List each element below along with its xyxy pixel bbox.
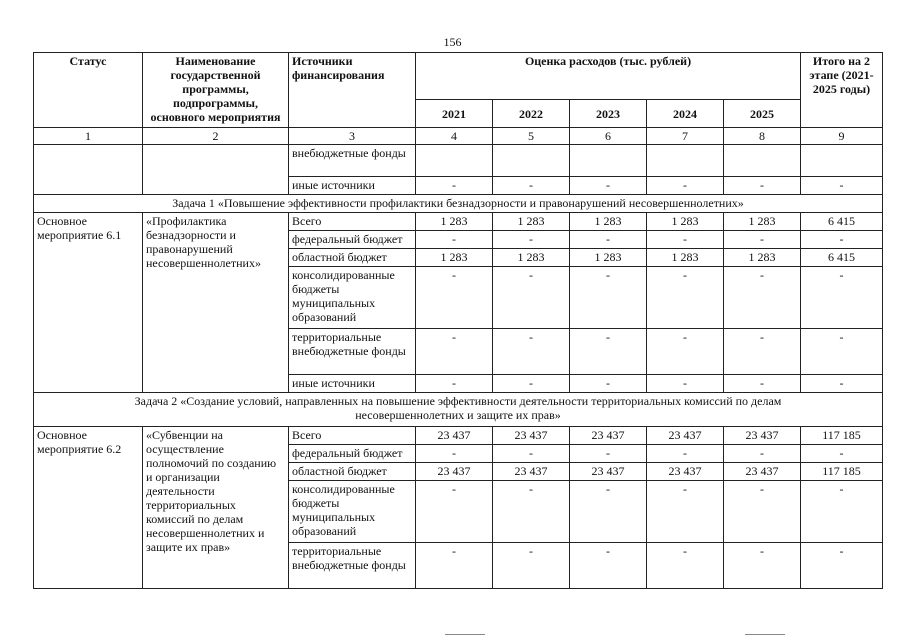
source-cell: иные источники [289, 375, 416, 393]
value-cell: 1 283 [570, 249, 647, 267]
header-sources: Источники финансирования [289, 53, 416, 128]
value-cell: 1 283 [724, 213, 801, 231]
column-number: 2 [143, 128, 289, 145]
total-cell: - [801, 231, 883, 249]
source-cell: внебюджетные фонды [289, 145, 416, 177]
source-cell: федеральный бюджет [289, 445, 416, 463]
scan-artifact-line [445, 634, 485, 635]
source-cell: консолидированные бюджеты муниципальных образований [289, 481, 416, 543]
value-cell: 1 283 [416, 249, 493, 267]
total-cell: 117 185 [801, 463, 883, 481]
source-cell: иные источники [289, 177, 416, 195]
value-cell: - [493, 329, 570, 375]
program-name-cell [143, 145, 289, 195]
value-cell: - [493, 481, 570, 543]
total-cell: - [801, 177, 883, 195]
value-cell: - [724, 231, 801, 249]
value-cell: 1 283 [493, 249, 570, 267]
source-cell: территориальные внебюджетные фонды [289, 543, 416, 589]
value-cell: - [570, 375, 647, 393]
header-program-name: Наименование государственной программы, подпрограммы, основного мероприятия [143, 53, 289, 128]
status-cell: Основное мероприятие 6.1 [34, 213, 143, 393]
table-row [34, 213, 883, 231]
total-cell: - [801, 481, 883, 543]
source-cell: Всего [289, 213, 416, 231]
header-year-2021: 2021 [416, 100, 493, 128]
value-cell: - [647, 481, 724, 543]
value-cell: - [647, 267, 724, 329]
header-total: Итого на 2 этапе (2021-2025 годы) [801, 53, 883, 128]
program-name-cell: «Субвенции на осуществление полномочий по созданию и организации деятельности территориальных комиссий по делам несовершеннолетних и защите их прав» [143, 427, 289, 589]
value-cell: 23 437 [493, 463, 570, 481]
source-cell: Всего [289, 427, 416, 445]
value-cell [493, 145, 570, 177]
value-cell: - [570, 543, 647, 589]
total-cell: - [801, 329, 883, 375]
status-cell: Основное мероприятие 6.2 [34, 427, 143, 589]
source-cell: федеральный бюджет [289, 231, 416, 249]
value-cell: 23 437 [416, 427, 493, 445]
value-cell: - [724, 375, 801, 393]
value-cell: - [493, 445, 570, 463]
value-cell: 23 437 [570, 427, 647, 445]
value-cell: 1 283 [647, 213, 724, 231]
value-cell: - [493, 267, 570, 329]
budget-table [33, 52, 883, 589]
value-cell [570, 145, 647, 177]
table-row [34, 145, 883, 177]
column-number: 5 [493, 128, 570, 145]
total-cell: - [801, 445, 883, 463]
value-cell: 23 437 [724, 463, 801, 481]
value-cell: 1 283 [647, 249, 724, 267]
task-2-heading: Задача 2 «Создание условий, направленных на повышение эффективности деятельности территориальных комиссий по делам несовершеннолетних и защите их прав» [34, 393, 883, 427]
value-cell: 23 437 [647, 427, 724, 445]
value-cell: - [493, 543, 570, 589]
scan-artifact-line [745, 634, 785, 635]
value-cell: - [416, 231, 493, 249]
value-cell: - [724, 267, 801, 329]
value-cell: - [570, 177, 647, 195]
value-cell: - [416, 543, 493, 589]
column-number: 7 [647, 128, 724, 145]
header-status: Статус [34, 53, 143, 128]
column-number: 6 [570, 128, 647, 145]
value-cell: - [724, 177, 801, 195]
value-cell: 23 437 [647, 463, 724, 481]
source-cell: областной бюджет [289, 249, 416, 267]
value-cell: - [647, 329, 724, 375]
value-cell: - [647, 231, 724, 249]
column-number: 4 [416, 128, 493, 145]
value-cell [724, 145, 801, 177]
status-cell [34, 145, 143, 195]
value-cell: - [647, 445, 724, 463]
value-cell: - [570, 267, 647, 329]
value-cell: 1 283 [493, 213, 570, 231]
total-cell: 6 415 [801, 213, 883, 231]
value-cell: 1 283 [570, 213, 647, 231]
value-cell: - [570, 231, 647, 249]
task-row [34, 393, 883, 427]
value-cell: - [647, 543, 724, 589]
program-name-cell: «Профилактика безнадзорности и правонарушений несовершеннолетних» [143, 213, 289, 393]
header-year-2024: 2024 [647, 100, 724, 128]
value-cell [647, 145, 724, 177]
task-1-heading: Задача 1 «Повышение эффективности профилактики безнадзорности и правонарушений несовершеннолетних» [34, 195, 883, 213]
value-cell: - [570, 481, 647, 543]
value-cell: - [724, 329, 801, 375]
value-cell: - [570, 329, 647, 375]
task-row [34, 195, 883, 213]
total-cell: 6 415 [801, 249, 883, 267]
column-number: 1 [34, 128, 143, 145]
column-number: 3 [289, 128, 416, 145]
value-cell: - [493, 231, 570, 249]
value-cell: - [724, 445, 801, 463]
value-cell: - [416, 375, 493, 393]
value-cell: - [416, 267, 493, 329]
source-cell: территориальные внебюджетные фонды [289, 329, 416, 375]
header-year-2022: 2022 [493, 100, 570, 128]
value-cell: - [416, 177, 493, 195]
column-number-row [34, 128, 883, 145]
value-cell: - [416, 481, 493, 543]
page-number: 156 [443, 35, 462, 49]
column-number: 9 [801, 128, 883, 145]
value-cell: 23 437 [493, 427, 570, 445]
value-cell: - [647, 375, 724, 393]
value-cell: - [570, 445, 647, 463]
total-cell: - [801, 375, 883, 393]
value-cell: - [493, 177, 570, 195]
header-expenses: Оценка расходов (тыс. рублей) [416, 53, 801, 100]
header-year-2025: 2025 [724, 100, 801, 128]
value-cell: - [724, 543, 801, 589]
value-cell: 23 437 [416, 463, 493, 481]
total-cell: - [801, 267, 883, 329]
source-cell: консолидированные бюджеты муниципальных образований [289, 267, 416, 329]
table-row [34, 427, 883, 445]
value-cell: - [724, 481, 801, 543]
value-cell: - [416, 329, 493, 375]
total-cell [801, 145, 883, 177]
value-cell: 23 437 [724, 427, 801, 445]
value-cell [416, 145, 493, 177]
source-cell: областной бюджет [289, 463, 416, 481]
total-cell: - [801, 543, 883, 589]
value-cell: 1 283 [416, 213, 493, 231]
total-cell: 117 185 [801, 427, 883, 445]
value-cell: - [493, 375, 570, 393]
value-cell: - [647, 177, 724, 195]
value-cell: 23 437 [570, 463, 647, 481]
header-year-2023: 2023 [570, 100, 647, 128]
value-cell: - [416, 445, 493, 463]
column-number: 8 [724, 128, 801, 145]
value-cell: 1 283 [724, 249, 801, 267]
